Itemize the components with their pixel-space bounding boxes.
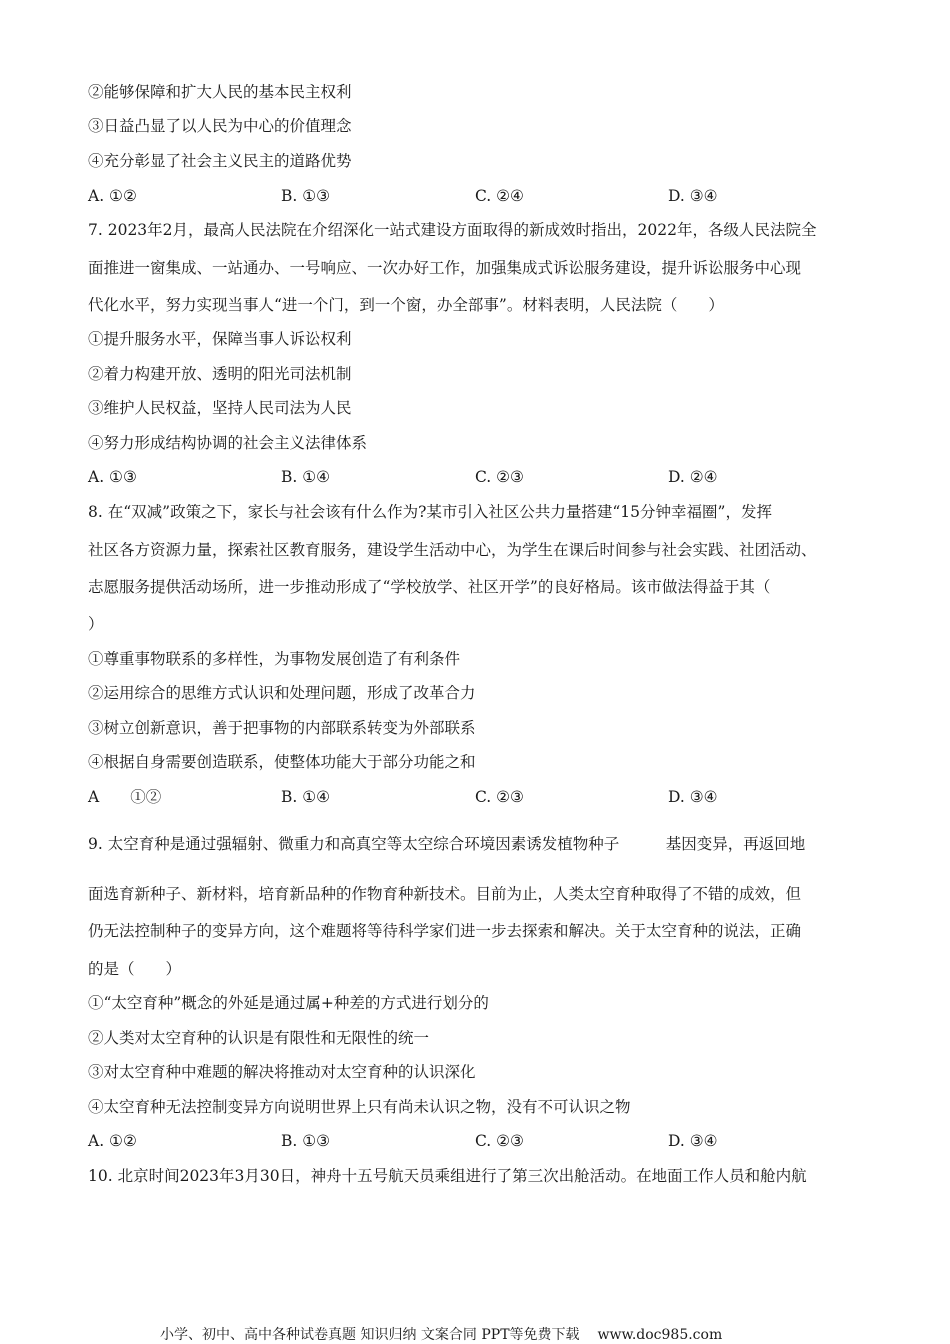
q9-item-3: ③对太空育种中难题的解决将推动对太空育种的认识深化 [88, 1063, 476, 1081]
q8-option-c: C. ②③ [475, 788, 524, 806]
q9-item-4: ④太空育种无法控制变异方向说明世界上只有尚未认识之物，没有不可认识之物 [88, 1098, 631, 1116]
q9-option-c: C. ②③ [475, 1132, 524, 1150]
q8-stem-line: ） [88, 615, 104, 633]
q7-option-a: A. ①③ [88, 468, 137, 486]
footer-url[interactable]: www.doc985.com [597, 1327, 723, 1343]
footer-text: 小学、初中、高中各种试卷真题 知识归纳 文案合同 PPT等免费下载 [160, 1327, 580, 1343]
q8-option-d: D. ③④ [668, 788, 718, 806]
q9-stem-line: 仍无法控制种子的变异方向，这个难题将等待科学家们进一步去探索和解决。关于太空育种的说法，正确 [88, 922, 802, 940]
q6-option-d: D. ③④ [668, 187, 718, 205]
q8-item-1: ①尊重事物联系的多样性，为事物发展创造了有利条件 [88, 650, 461, 668]
q9-item-1: ①“太空育种”概念的外延是通过属+种差的方式进行划分的 [88, 994, 489, 1012]
q9-stem-line: 的是（ ） [88, 960, 182, 978]
q7-item-3: ③维护人民权益，坚持人民司法为人民 [88, 399, 352, 417]
q9-item-2: ②人类对太空育种的认识是有限性和无限性的统一 [88, 1029, 430, 1047]
q8-option-a: A ①② [88, 788, 162, 806]
q9-stem-line: 9. 太空育种是通过强辐射、微重力和高真空等太空综合环境因素诱发植物种子 基因变异，再返回地 [88, 835, 806, 853]
q6-option-a: A. ①② [88, 187, 137, 205]
q7-option-d: D. ②④ [668, 468, 718, 486]
q6-item-2: ②能够保障和扩大人民的基本民主权利 [88, 83, 352, 101]
q6-option-b: B. ①③ [281, 187, 331, 205]
q8-item-4: ④根据自身需要创造联系，使整体功能大于部分功能之和 [88, 753, 476, 771]
q10-stem-line: 10. 北京时间2023年3月30日，神舟十五号航天员乘组进行了第三次出舱活动。在地面工作人员和舱内航 [88, 1167, 807, 1185]
q8-stem-line: 社区各方资源力量，探索社区教育服务，建设学生活动中心，为学生在课后时间参与社会实践、社团活动、 [88, 541, 817, 559]
q8-item-3: ③树立创新意识，善于把事物的内部联系转变为外部联系 [88, 719, 476, 737]
q7-stem-line: 面推进一窗集成、一站通办、一号响应、一次办好工作，加强集成式诉讼服务建设，提升诉讼服务中心现 [88, 259, 802, 277]
q7-item-2: ②着力构建开放、透明的阳光司法机制 [88, 365, 352, 383]
q7-item-1: ①提升服务水平，保障当事人诉讼权利 [88, 330, 352, 348]
q8-option-b: B. ①④ [281, 788, 331, 806]
q7-stem-line: 7. 2023年2月，最高人民法院在介绍深化一站式建设方面取得的新成效时指出，2022年，各级人民法院全 [88, 221, 817, 239]
q7-option-c: C. ②③ [475, 468, 524, 486]
q9-option-a: A. ①② [88, 1132, 137, 1150]
q7-item-4: ④努力形成结构协调的社会主义法律体系 [88, 434, 368, 452]
q6-option-c: C. ②④ [475, 187, 524, 205]
q9-stem-line: 面选育新种子、新材料，培育新品种的作物育种新技术。目前为止，人类太空育种取得了不错的成效，但 [88, 885, 802, 903]
q8-item-2: ②运用综合的思维方式认识和处理问题，形成了改革合力 [88, 684, 476, 702]
footer [160, 1324, 722, 1344]
q9-option-b: B. ①③ [281, 1132, 331, 1150]
q6-item-3: ③日益凸显了以人民为中心的价值理念 [88, 117, 352, 135]
q8-stem-line: 8. 在“双减”政策之下，家长与社会该有什么作为?某市引入社区公共力量搭建“15分钟幸福圈”，发挥 [88, 503, 772, 521]
q7-stem-line: 代化水平，努力实现当事人“进一个门，到一个窗，办全部事”。材料表明，人民法院（ ） [88, 296, 724, 314]
q9-option-d: D. ③④ [668, 1132, 718, 1150]
q6-item-4: ④充分彰显了社会主义民主的道路优势 [88, 152, 352, 170]
q7-option-b: B. ①④ [281, 468, 331, 486]
q8-stem-line: 志愿服务提供活动场所，进一步推动形成了“学校放学、社区开学”的良好格局。该市做法得益于其（ [88, 578, 771, 596]
